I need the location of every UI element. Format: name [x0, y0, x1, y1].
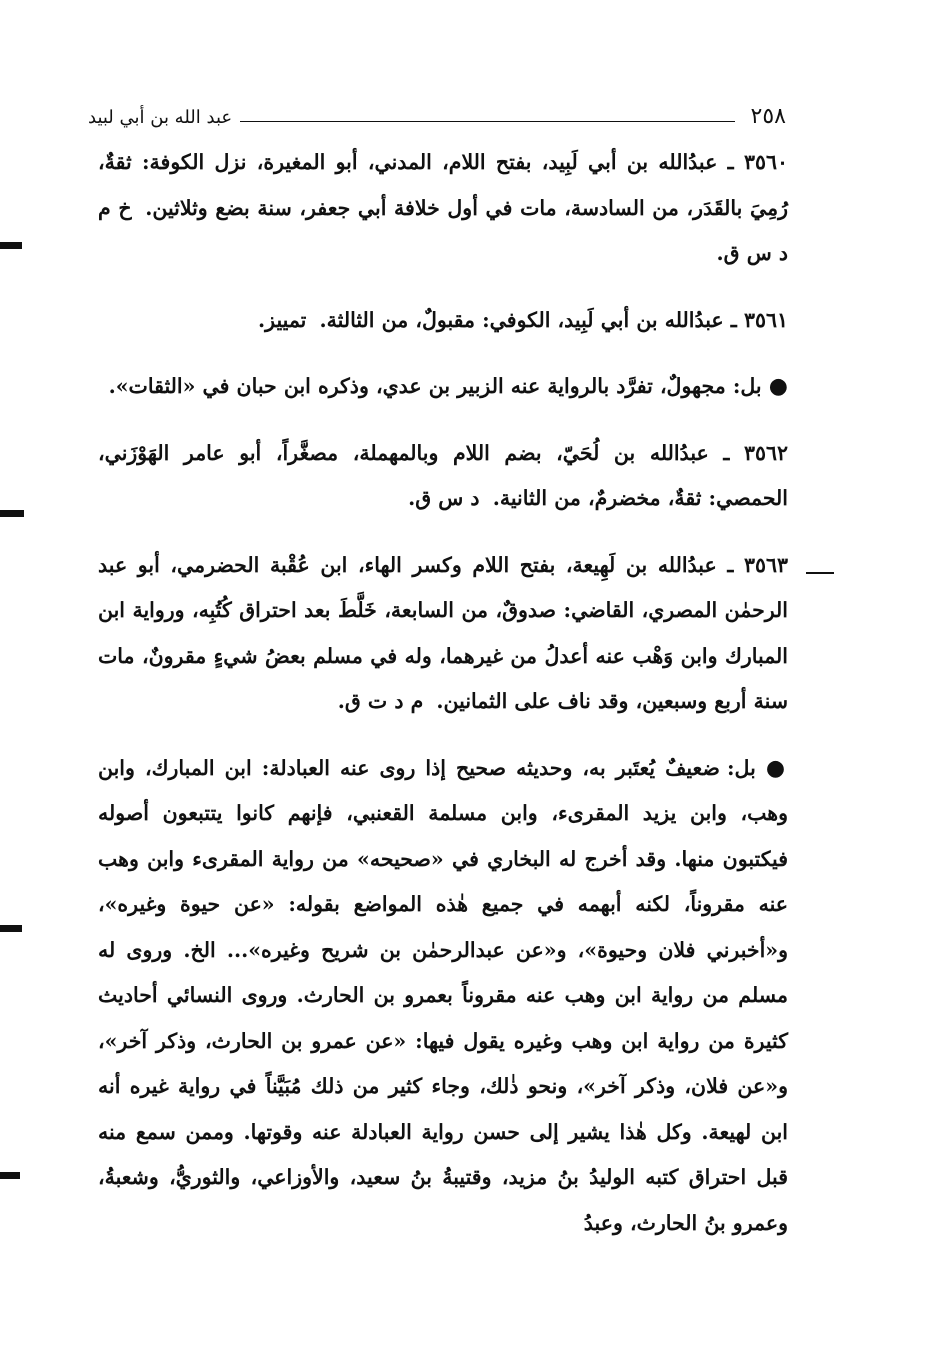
entry-text: ٣٥٦٢ ـ عبدُالله بن لُحَيّ، بضم اللام وبالمهملة، مصغَّراً، أبو عامر الهَوْزَني، الحمصي: ثقةٌ، مخضرمٌ، من الثانية. — [98, 440, 788, 510]
entry-text: ٣٥٦٠ ـ عبدُالله بن أبي لَبِيد، بفتح اللام، المدني، أبو المغيرة، نزل الكوفة: ثقةٌ، رُمِيَ بالقَدَر، من السادسة، مات في أول خلافة أبي جعفر، سنة بضع وثلاثين. — [98, 150, 788, 220]
margin-mark — [0, 1172, 20, 1179]
page-number: ٢٥٨ — [750, 104, 786, 129]
comment-3561 — [98, 364, 788, 410]
entry-sigla: د س ق. — [408, 486, 480, 510]
comment-text: بل: مجهولٌ، تفرَّد بالرواية عنه الزبير بن عدي، وذكره ابن حبان في «الثقات». — [108, 374, 762, 398]
margin-mark — [0, 242, 22, 249]
header-rule — [240, 121, 734, 122]
bullet-icon: ● — [768, 373, 788, 399]
comment-text: بل: ضعيفٌ يُعتَبر به، وحديثه صحيح إذا روى عنه العبادلة: ابن المبارك، وابن وهب، وابن يزيد المقرىء، وابن مسلمة القعنبي، فإنهم كانوا يتتبعون أصوله فيكتبون منها. وقد أخرج له البخاري في «صحيحه» من رواية المقرىء وابن وهب عنه مقروناً، لكنه أبهمه في جميع هٰذه المواضع بقوله: «عن حيوة وغيره»، و«أخبرني فلان وحيوة»، و«عن عبدالرحمٰن بن شريح وغيره»... الخ. وروى له مسلم من رواية ابن وهب عنه مقروناً بعمرو بن الحارث. وروى النسائي أحاديث كثيرة من رواية ابن وهب وغيره يقول فيها: «عن عمرو بن الحارث، وذكر آخر»، و«عن فلان، وذكر آخر»، ونحو ذٰلك، وجاء كثير من ذلك مُبَيَّناً في رواية غيره أنه ابن لهيعة. وكل هٰذا يشير إلى حسن رواية العبادلة عنه وقوتها. وممن سمع منه قبل احتراق كتبه الوليدُ بنُ مزيد، وقتيبةُ بنُ سعيد، والأوزاعي، والثوريُّ، وشعبةُ، وعمرو بنُ الحارث، وعبدُ — [98, 755, 788, 1235]
margin-mark — [0, 925, 22, 932]
entry-sigla: م د ت ق. — [337, 689, 424, 713]
entry-3562 — [98, 431, 788, 522]
margin-mark — [0, 510, 24, 517]
bullet-icon: ● — [765, 754, 789, 781]
entry-3561 — [98, 298, 788, 344]
margin-mark — [806, 572, 834, 574]
entry-sigla: تمييز. — [258, 307, 307, 332]
entry-text: ٣٥٦٣ ـ عبدُالله بن لَهِيعة، بفتح اللام وكسر الهاء، ابن عُقْبة الحضرمي، أبو عبد الرحمٰن المصري، القاضي: صدوقٌ، من السابعة، خَلَّطَ بعد احتراق كُتُبِه، ورواية ابن المبارك وابن وَهْب عنه أعدلُ من غيرهما، وله في مسلم بعضُ شيءٍ مقرونٌ، مات سنة أربع وسبعين، وقد ناف على الثمانين. — [98, 552, 788, 713]
running-title: عبد الله بن أبي لبيد — [88, 107, 233, 128]
page-body — [98, 140, 788, 1246]
entry-sigla: خ م د س ق. — [98, 195, 788, 265]
comment-3563 — [98, 746, 788, 1247]
entry-text: ٣٥٦١ ـ عبدُالله بن أبي لَبِيد، الكوفي: مقبولٌ، من الثالثة. — [319, 307, 788, 332]
entry-3563 — [98, 543, 788, 725]
page-header — [88, 96, 786, 130]
entry-3560 — [98, 140, 788, 277]
